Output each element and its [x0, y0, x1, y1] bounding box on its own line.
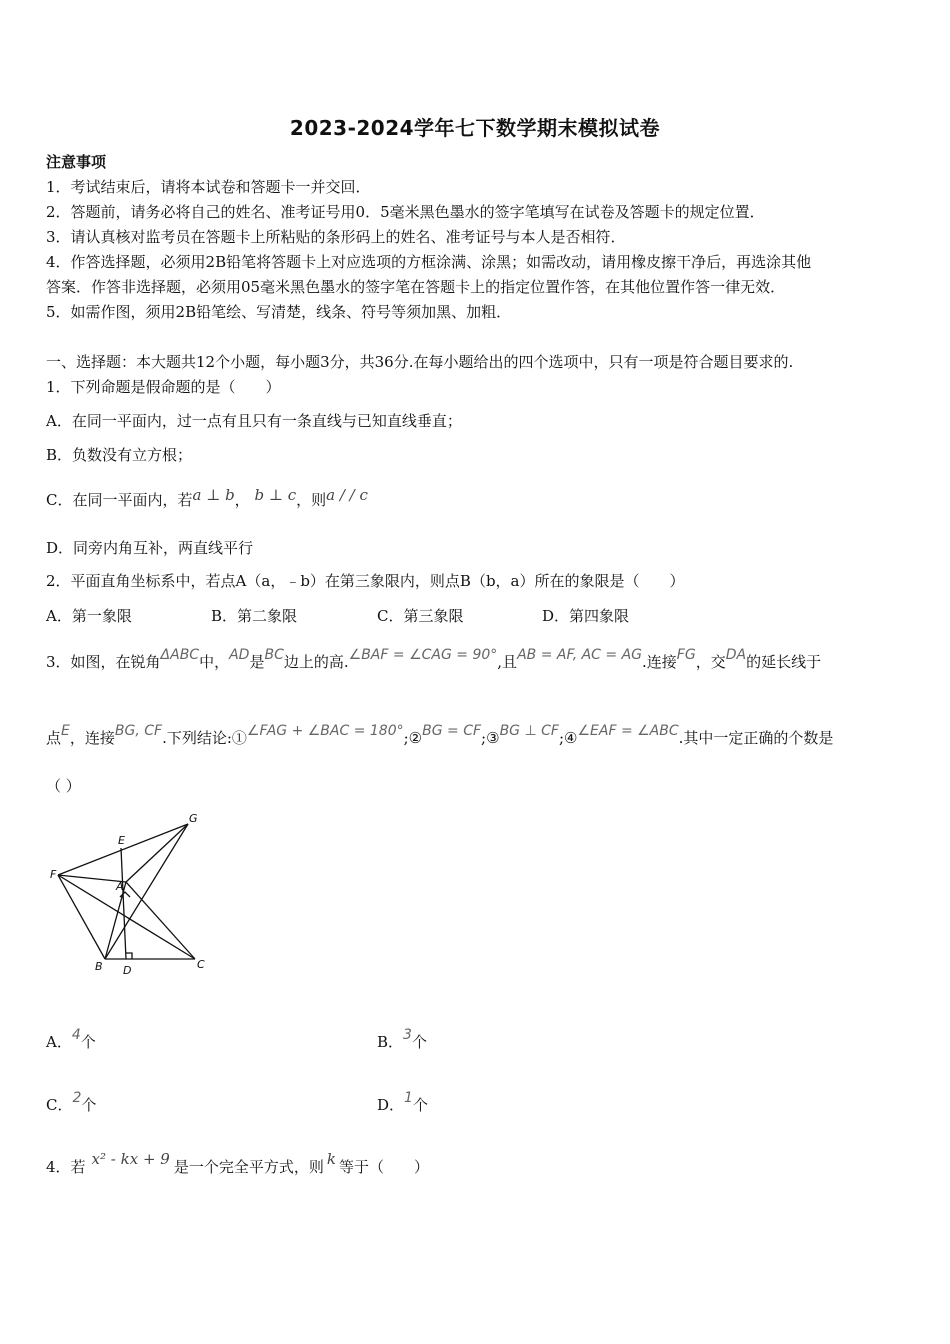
q3-option-c-unit: 个 — [81, 1096, 97, 1114]
q3-option-b-unit: 个 — [411, 1033, 427, 1051]
q3-text: 的延长线于 — [746, 653, 822, 671]
segment-fc — [58, 875, 195, 959]
q1-option-d: D．同旁内角互补，两直线平行 — [46, 539, 254, 557]
q3-text: ,且 — [497, 653, 518, 671]
q3-option-c — [46, 1090, 97, 1116]
q3-option-d — [377, 1090, 428, 1116]
q2-option-d: D．第四象限 — [542, 607, 630, 625]
q3-math: AD — [229, 647, 250, 663]
q3-stem-line2 — [46, 723, 834, 749]
q3-math: ∠FAG + ∠BAC = 180° — [246, 723, 404, 739]
notice-item: 3．请认真核对监考员在答题卡上所粘贴的条形码上的姓名、准考证号与本人是否相符． — [46, 228, 626, 246]
q1-c-text: C．在同一平面内，若 — [46, 491, 193, 509]
q2-option-a: A．第一象限 — [46, 607, 132, 625]
q1-option-a: A．在同一平面内，过一点有且只有一条直线与已知直线垂直； — [46, 412, 462, 430]
q3-option-a-unit: 个 — [80, 1033, 96, 1051]
page-title: 2023-2024学年七下数学期末模拟试卷 — [289, 116, 661, 140]
q3-math: ΔABC — [160, 647, 200, 663]
q2-stem: 2．平面直角坐标系中，若点A（a，﹣b）在第三象限内，则点B（b，a）所在的象限是（ ） — [46, 572, 685, 590]
q3-math: E — [61, 723, 70, 739]
q3-option-c-label: C． — [46, 1096, 73, 1114]
label-g: G — [189, 812, 198, 825]
q3-option-a-label: A． — [46, 1033, 72, 1051]
segment-fb — [58, 875, 105, 959]
notice-item: 5．如需作图，须用2B铅笔绘、写清楚，线条、符号等须加黑、加粗． — [46, 303, 512, 321]
q1-c-math3: a / / c — [326, 486, 368, 504]
q4-text: 4．若 — [46, 1158, 86, 1176]
q1-option-c — [46, 486, 368, 510]
notice-item: 答案．作答非选择题，必须用05毫米黑色墨水的签字笔在答题卡上的指定位置作答，在其他位置作答一律无效． — [46, 278, 786, 296]
q3-text: .连接 — [642, 653, 677, 671]
q3-text: .下列结论:① — [162, 729, 247, 747]
q3-stem-line3: （ ） — [46, 777, 81, 795]
q4-math-expression: x² - kx + 9 — [91, 1150, 170, 1168]
q3-option-d-label: D． — [377, 1096, 405, 1114]
q3-option-b-label: B． — [377, 1033, 404, 1051]
notice-item: 4．作答选择题，必须用2B铅笔将答题卡上对应选项的方框涂满、涂黑；如需改动，请用橡皮擦干净后，再选涂其他 — [46, 253, 812, 271]
q3-text: ，连接 — [69, 729, 115, 747]
q3-text: ，交 — [695, 653, 726, 671]
q1-c-sep: ， — [234, 491, 250, 509]
q3-math: ∠BAF = ∠CAG = 90° — [348, 647, 498, 663]
label-e: E — [118, 834, 125, 847]
q3-text: 是 — [249, 653, 265, 671]
q3-math: BC — [264, 647, 284, 663]
q3-stem-line1 — [46, 647, 822, 673]
q3-text: ;④ — [558, 729, 578, 747]
label-b: B — [95, 960, 103, 973]
q1-c-math1: a ⊥ b — [192, 486, 235, 504]
q2-option-c: C．第三象限 — [377, 607, 464, 625]
q3-option-a-math: 4 — [71, 1027, 81, 1043]
q3-math: BG, CF — [114, 723, 163, 739]
notice-heading: 注意事项 — [46, 153, 107, 171]
q3-option-d-unit: 个 — [412, 1096, 428, 1114]
q3-option-c-math: 2 — [72, 1090, 82, 1106]
q4-text: 等于（ ） — [338, 1158, 429, 1176]
q3-math: FG — [676, 647, 696, 663]
q3-geometry-figure — [48, 812, 218, 982]
q3-text: ;③ — [481, 729, 500, 747]
q3-figure-svg — [48, 812, 218, 982]
q1-stem: 1．下列命题是假命题的是（ ） — [46, 378, 281, 396]
q4-math-k: k — [326, 1150, 336, 1168]
segment-ed — [121, 848, 126, 959]
label-c: C — [197, 958, 205, 971]
q3-text: .其中一定正确的个数是 — [678, 729, 834, 747]
segment-ac — [126, 882, 195, 959]
q3-text: 中， — [199, 653, 230, 671]
q1-option-b: B．负数没有立方根； — [46, 446, 193, 464]
q3-text: 3．如图，在锐角 — [46, 653, 161, 671]
label-a: A — [116, 880, 124, 893]
q3-option-b — [377, 1027, 427, 1053]
q4-text: 是一个完全平方式，则 — [173, 1158, 324, 1176]
q3-math: AB = AF, AC = AG — [517, 647, 643, 663]
right-angle-mark-d — [126, 953, 132, 959]
q3-text: 点 — [46, 729, 62, 747]
q4-stem — [46, 1150, 429, 1177]
q3-option-b-math: 3 — [403, 1027, 412, 1043]
notice-item: 1．考试结束后，请将本试卷和答题卡一并交回． — [46, 178, 371, 196]
q2-option-b: B．第二象限 — [211, 607, 298, 625]
q3-text: 边上的高. — [283, 653, 349, 671]
q3-math: DA — [725, 647, 747, 663]
segment-fg — [58, 824, 188, 875]
q3-option-a — [46, 1027, 96, 1053]
label-d: D — [123, 964, 132, 977]
section-heading: 一、选择题：本大题共12个小题，每小题3分，共36分.在每小题给出的四个选项中，只有一项是符合题目要求的. — [46, 353, 794, 371]
q3-option-d-math: 1 — [404, 1090, 413, 1106]
notice-item: 2．答题前，请务必将自己的姓名、准考证号用0．5毫米黑色墨水的签字笔填写在试卷及答题卡的规定位置． — [46, 203, 765, 221]
q3-text: ;② — [403, 729, 423, 747]
q1-c-math2: b ⊥ c — [254, 486, 297, 504]
q3-math: ∠EAF = ∠ABC — [577, 723, 679, 739]
label-f: F — [50, 868, 57, 881]
q1-c-sep2: ，则 — [296, 491, 327, 509]
q3-math: BG = CF — [422, 723, 482, 739]
q3-math: BG ⊥ CF — [499, 723, 559, 739]
